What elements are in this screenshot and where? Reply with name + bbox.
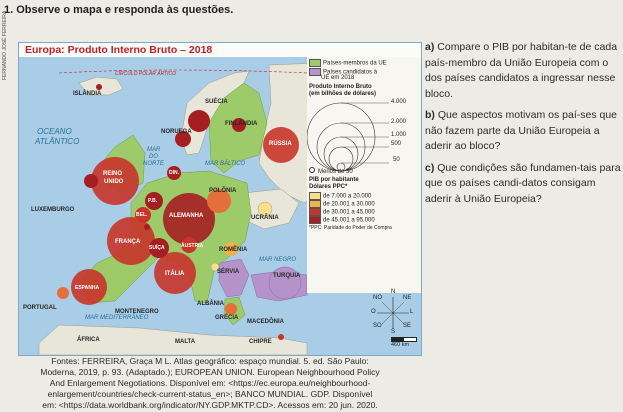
map-sources (0, 356, 420, 411)
question-list (425, 40, 623, 213)
label-albania: ALBÂNIA (197, 301, 224, 307)
label-dinamarca: DIN. (169, 170, 179, 176)
label-circulo-polar: CÍRCULO POLAR ÁRTICO (115, 71, 177, 77)
question-b-letter: b) (425, 109, 435, 121)
legend-ppc-3 (309, 208, 375, 216)
map-title: Europa: Produto Interno Bruto – 2018 (25, 44, 213, 56)
legend-pib-title-1: Produto Interno Bruto (309, 84, 372, 90)
gdp-circle-luxembourg (144, 224, 150, 230)
label-suica: SUÍÇA (149, 245, 165, 251)
compass-no: NO (373, 295, 382, 301)
gdp-circle-ireland (84, 174, 98, 188)
legend-ppc-2-swatch (309, 200, 321, 208)
legend-size-4000: 4.000 (391, 99, 407, 105)
legend-ppc-note: *PPC: Paridade do Poder de Compra (309, 225, 392, 231)
scale-label: 460 km (391, 342, 410, 348)
label-reino-unido-1: REINO (103, 171, 123, 177)
label-russia: RÚSSIA (269, 141, 292, 147)
label-mar-norte-2: DO (149, 154, 158, 160)
compass-s: S (391, 329, 396, 335)
legend-pib-title-2: (em bilhões de dólares) (309, 91, 377, 97)
label-franca: FRANÇA (115, 239, 141, 245)
label-servia: SÉRVIA (217, 269, 240, 275)
legend-ppc-3-label: de 30.001 a 45.000 (323, 209, 375, 216)
legend-candidate-swatch (309, 68, 321, 76)
label-montenegro: MONTENEGRO (115, 309, 159, 315)
gdp-circle-iceland (96, 84, 102, 90)
question-a-text: Compare o PIB por habitan-te de cada país-membro da União Europeia com o dos países candidatos a ingressar nesse bloco. (425, 41, 618, 100)
label-luxemburgo: LUXEMBURGO (31, 207, 75, 213)
label-reino-unido-2: UNIDO (104, 179, 124, 185)
gdp-circle-portugal (57, 287, 69, 299)
legend-size-50: 50 (393, 157, 400, 163)
label-mar-baltico: MAR BÁLTICO (205, 161, 246, 167)
compass-se: SE (403, 323, 412, 329)
compass-so: SO (373, 323, 382, 329)
legend-size-1000: 1.000 (391, 132, 407, 138)
legend-menos-30-label: Menos de 30 (318, 169, 353, 175)
label-finlandia: FINLÂNDIA (225, 121, 258, 127)
source-line-2: Moderna, 2019, p. 93. (Adaptado.); EUROPEAN UNION. European Neighbourhood Policy (40, 367, 380, 377)
legend-ppc-2-label: de 20.001 a 30.000 (323, 201, 375, 208)
map-scale (391, 337, 417, 348)
gdp-circle-cyprus (278, 334, 284, 340)
legend-ppc-2 (309, 200, 375, 208)
compass-o: O (371, 309, 376, 315)
label-noruega: NORUEGA (161, 129, 192, 135)
label-macedonia: MACEDÔNIA (247, 319, 284, 325)
label-austria: ÁUSTRIA (181, 243, 204, 249)
legend-ppc-1 (309, 192, 371, 200)
label-oceano: OCEANO (37, 127, 72, 136)
question-a (425, 40, 623, 102)
legend-candidate-line2: UE em 2018 (321, 75, 355, 81)
label-grecia: GRÉCIA (215, 315, 239, 321)
map-legend (307, 57, 421, 293)
label-alemanha: ALEMANHA (169, 213, 204, 219)
source-line-5: em: <https://data.worldbank.org/indicator/NY.GDP.MKTP.CD>. Acessos em: 20 jun. 2020. (42, 400, 378, 410)
question-c (425, 161, 623, 208)
label-belgica: BEL. (136, 212, 148, 218)
europe-gdp-map (18, 42, 422, 356)
legend-menos-30-dot (309, 167, 315, 173)
gdp-circle-greece (225, 303, 237, 315)
label-islandia: ISLÂNDIA (73, 91, 102, 97)
label-malta: MALTA (175, 339, 196, 345)
label-polonia: POLÔNIA (209, 188, 237, 194)
label-chipre: CHIPRE (249, 339, 272, 345)
legend-ppc-4-label: de 45.001 a 95.000 (323, 217, 375, 224)
map-header (19, 43, 421, 57)
label-espanha: ESPANHA (75, 285, 100, 291)
question-b (425, 108, 623, 155)
source-line-1: Fontes: FERREIRA, Graça M L. Atlas geográfico: espaço mundial. 5. ed. São Paulo: (51, 356, 369, 366)
compass-ne: NE (403, 295, 412, 301)
illustrator-credit: FERNANDO JOSÉ FERREIRA (2, 10, 8, 80)
exercise-title: 1. Observe o mapa e responda às questões. (4, 4, 234, 16)
label-romenia: ROMÊNIA (219, 247, 248, 253)
legend-size-2000: 2.000 (391, 119, 407, 125)
legend-ppc-title-2: Dólares PPC* (309, 184, 348, 190)
label-mar-norte-1: MAR (147, 147, 161, 153)
label-mar-norte-3: NORTE (143, 161, 164, 167)
label-italia: ITÁLIA (165, 271, 185, 277)
label-portugal: PORTUGAL (23, 305, 57, 311)
question-c-text: Que condições são fundamen-tais para que os países candi-datos consigam aderir à União Europeia? (425, 161, 621, 205)
label-ucrania: UCRÂNIA (251, 215, 279, 221)
gdp-circle-ukraine (258, 202, 272, 216)
gdp-circle-turkey (269, 267, 301, 299)
question-a-letter: a) (425, 41, 435, 53)
label-atlantico: ATLÂNTICO (35, 137, 80, 146)
compass-n: N (391, 289, 396, 295)
question-b-text: Que aspectos motivam os paí-ses que não fazem parte da União Europeia a aderir ao bloco? (425, 109, 618, 152)
label-mar-mediterraneo: MAR MEDITERRÂNEO (85, 315, 149, 321)
legend-candidate-label-1: Países candidatos à (323, 69, 378, 76)
label-suecia: SUÉCIA (205, 99, 228, 105)
legend-ppc-3-swatch (309, 208, 321, 216)
legend-ppc-title-1: PIB por habitante (309, 177, 359, 183)
balkans-candidates-shape (219, 259, 249, 297)
legend-eu-swatch (309, 59, 321, 67)
legend-eu-member (309, 59, 387, 67)
legend-size-500: 500 (391, 141, 402, 147)
compass-l: L (410, 309, 414, 315)
label-africa: ÁFRICA (77, 337, 100, 343)
legend-ppc-1-swatch (309, 192, 321, 200)
source-line-4: enlargement/countries/check-current-status_en>; BANCO MUNDIAL. GDP. Disponível (47, 389, 373, 399)
legend-menos-30 (309, 167, 353, 175)
legend-eu-label: Países-membros da UE (323, 60, 387, 67)
label-paises-baixos: P.B. (148, 198, 158, 204)
legend-ppc-4 (309, 216, 375, 224)
source-line-3: And Enlargement Negotiations. Disponível em: <https://ec.europa.eu/neighbourhood- (49, 378, 371, 388)
label-turquia: TURQUIA (273, 273, 301, 279)
legend-ppc-1-label: de 7.000 a 20.000 (323, 193, 372, 200)
legend-ppc-4-swatch (309, 216, 321, 224)
label-mar-negro: MAR NEGRO (259, 257, 297, 263)
question-c-letter: c) (425, 161, 435, 174)
